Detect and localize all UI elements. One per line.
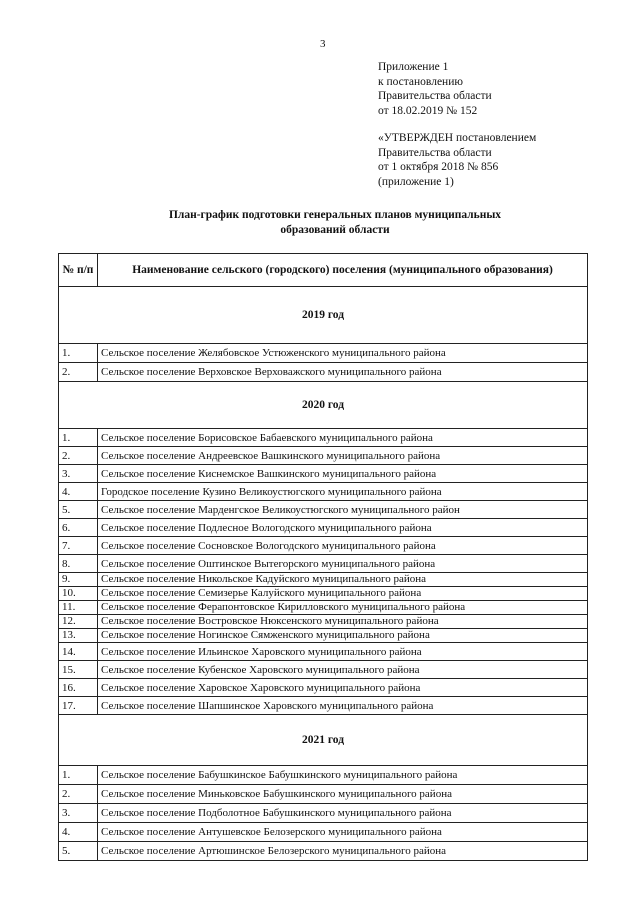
row-number: 9. [59,573,98,587]
row-number: 5. [59,842,98,861]
appendix-line: Приложение 1 [378,61,449,73]
row-number: 4. [59,483,98,501]
approval-line: «УТВЕРЖДЕН постановлением [378,132,537,144]
settlement-name: Сельское поселение Киснемское Вашкинского муниципального района [98,465,588,483]
table-row [59,661,588,679]
table-row [59,363,588,382]
row-number: 1. [59,344,98,363]
year-heading: 2019 год [59,287,588,344]
settlement-name: Сельское поселение Ильинское Харовского муниципального района [98,643,588,661]
row-number: 8. [59,555,98,573]
header-number: № п/п [59,254,98,287]
table-row [59,766,588,785]
table-row [59,587,588,601]
table-row [59,601,588,615]
table-row [59,537,588,555]
settlement-name: Сельское поселение Борисовское Бабаевского муниципального района [98,429,588,447]
year-heading: 2021 год [59,715,588,766]
row-number: 6. [59,519,98,537]
row-number: 12. [59,615,98,629]
appendix-line: Правительства области [378,90,492,102]
row-number: 4. [59,823,98,842]
row-number: 2. [59,785,98,804]
settlement-name: Сельское поселение Ногинское Сямженского муниципального района [98,629,588,643]
table-row [59,842,588,861]
table-row [59,483,588,501]
settlement-name: Сельское поселение Подболотное Бабушкинского муниципального района [98,804,588,823]
appendix-line: от 18.02.2019 № 152 [378,104,478,117]
row-number: 16. [59,679,98,697]
page-number: 3 [320,38,326,50]
settlement-name: Сельское поселение Миньковское Бабушкинского муниципального района [98,785,588,804]
table-row [59,573,588,587]
table-row [59,555,588,573]
table-row [59,697,588,715]
appendix-block [378,60,608,118]
table-row [59,679,588,697]
table-row [59,643,588,661]
row-number: 17. [59,697,98,715]
row-number: 11. [59,601,98,615]
year-heading-row [59,382,588,429]
settlement-name: Сельское поселение Антушевское Белозерского муниципального района [98,823,588,842]
settlement-name: Сельское поселение Подлесное Вологодского муниципального района [98,519,588,537]
table-row [59,519,588,537]
row-number: 3. [59,465,98,483]
settlement-name: Сельское поселение Сосновское Вологодского муниципального района [98,537,588,555]
plan-table [58,253,588,861]
row-number: 7. [59,537,98,555]
document-title-line: План-график подготовки генеральных планов муниципальных [168,209,502,221]
settlement-name: Сельское поселение Шапшинское Харовского муниципального района [98,697,588,715]
header-name: Наименование сельского (городского) поселения (муниципального образования) [98,254,588,287]
year-heading-row [59,715,588,766]
row-number: 3. [59,804,98,823]
settlement-name: Сельское поселение Верховское Верховажского муниципального района [98,363,588,382]
table-row [59,615,588,629]
year-heading-row [59,287,588,344]
table-row [59,804,588,823]
row-number: 5. [59,501,98,519]
row-number: 10. [59,587,98,601]
approval-block [378,131,618,189]
appendix-line: к постановлению [378,75,463,88]
row-number: 13. [59,629,98,643]
row-number: 2. [59,447,98,465]
table-header-row [59,254,588,287]
settlement-name: Сельское поселение Марденгское Великоустюгского муниципального район [98,501,588,519]
settlement-name: Сельское поселение Оштинское Вытегорского муниципального района [98,555,588,573]
row-number: 14. [59,643,98,661]
settlement-name: Сельское поселение Желябовское Устюженского муниципального района [98,344,588,363]
settlement-name: Сельское поселение Востровское Нюксенского муниципального района [98,615,588,629]
row-number: 15. [59,661,98,679]
year-heading: 2020 год [59,382,588,429]
table-row [59,629,588,643]
settlement-name: Сельское поселение Кубенское Харовского муниципального района [98,661,588,679]
document-title [100,208,570,238]
row-number: 1. [59,429,98,447]
settlement-name: Сельское поселение Андреевское Вашкинского муниципального района [98,447,588,465]
document-title-line: образований области [280,224,390,236]
settlement-name: Сельское поселение Никольское Кадуйского муниципального района [98,573,588,587]
settlement-name: Сельское поселение Харовское Харовского муниципального района [98,679,588,697]
table-row [59,429,588,447]
table-row [59,447,588,465]
approval-line: от 1 октября 2018 № 856 [378,161,499,173]
approval-line: (приложение 1) [378,175,454,188]
table-row [59,785,588,804]
settlement-name: Сельское поселение Ферапонтовское Кирилловского муниципального района [98,601,588,615]
settlement-name: Сельское поселение Бабушкинское Бабушкинского муниципального района [98,766,588,785]
settlement-name: Сельское поселение Семизерье Калуйского муниципального района [98,587,588,601]
settlement-name: Городское поселение Кузино Великоустюгского муниципального района [98,483,588,501]
row-number: 2. [59,363,98,382]
settlement-name: Сельское поселение Артюшинское Белозерского муниципального района [98,842,588,861]
table-row [59,344,588,363]
table-row [59,465,588,483]
table-row [59,501,588,519]
approval-line: Правительства области [378,146,492,159]
row-number: 1. [59,766,98,785]
table-row [59,823,588,842]
